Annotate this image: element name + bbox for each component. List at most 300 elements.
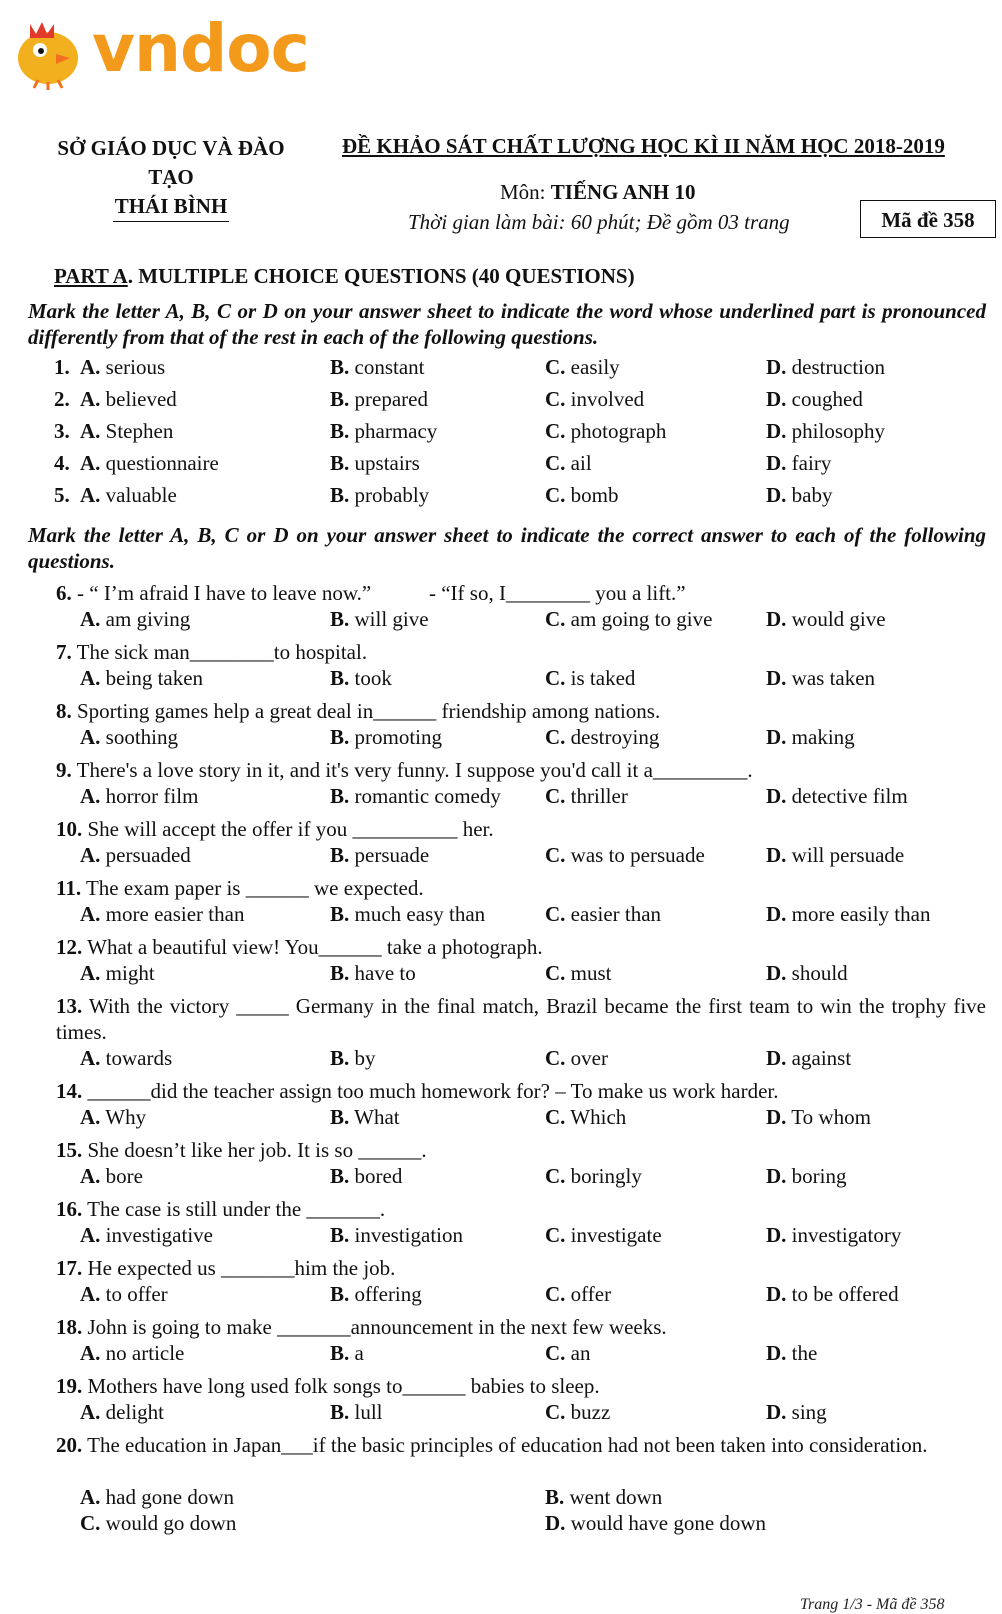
option-letter: C. — [545, 902, 566, 926]
answer-row — [0, 1399, 1002, 1425]
answer-option — [80, 1399, 164, 1425]
option-text: constant — [349, 355, 425, 379]
option-letter: B. — [330, 843, 350, 867]
answer-option — [766, 1222, 901, 1248]
answer-option — [545, 418, 666, 444]
option-text: am going to give — [565, 607, 713, 631]
answer-option — [80, 386, 177, 412]
answer-option — [80, 665, 203, 691]
question-number: 1. — [54, 355, 70, 379]
option-text: persuaded — [100, 843, 191, 867]
question-number: 12. — [56, 935, 83, 959]
option-letter: A. — [80, 483, 101, 507]
option-letter: B. — [330, 607, 350, 631]
option-text: thriller — [565, 784, 628, 808]
option-letter: A. — [80, 1223, 101, 1247]
answer-option — [545, 1222, 662, 1248]
answer-option — [545, 960, 612, 986]
exam-title: ĐỀ KHẢO SÁT CHẤT LƯỢNG HỌC KÌ II NĂM HỌC 2018-2019 — [342, 134, 945, 158]
answer-row — [0, 1510, 1002, 1536]
question-text: With the victory _____ Germany in the final match, Brazil became the first team to win the trophy five times. — [56, 994, 986, 1044]
option-text: must — [565, 961, 612, 985]
option-letter: B. — [330, 1164, 350, 1188]
answer-option — [330, 1340, 364, 1366]
question-stem — [56, 993, 986, 1045]
answer-option — [545, 1340, 591, 1366]
answer-option — [545, 482, 619, 508]
option-text: promoting — [349, 725, 443, 749]
answer-option — [80, 724, 178, 750]
answer-option — [766, 724, 855, 750]
answer-option — [330, 783, 501, 809]
answer-option — [80, 1163, 143, 1189]
question-row — [0, 418, 1002, 444]
question-stem — [56, 1255, 395, 1281]
answer-option — [330, 482, 429, 508]
answer-option — [80, 482, 177, 508]
option-text: would give — [786, 607, 886, 631]
option-letter: A. — [80, 1400, 101, 1424]
question-number: 17. — [56, 1256, 83, 1280]
question-number: 10. — [56, 817, 83, 841]
option-letter: D. — [766, 784, 787, 808]
question-number: 5. — [54, 483, 70, 507]
answer-option — [330, 1104, 400, 1130]
option-text: probably — [349, 483, 430, 507]
option-text: would go down — [100, 1511, 237, 1535]
question-stem — [56, 816, 494, 842]
option-text: philosophy — [786, 419, 886, 443]
option-letter: B. — [330, 483, 350, 507]
question-stem — [56, 1432, 986, 1458]
answer-row — [0, 665, 1002, 691]
option-text: What — [349, 1105, 400, 1129]
option-text: to offer — [100, 1282, 168, 1306]
option-letter: C. — [545, 451, 566, 475]
option-letter: A. — [80, 607, 101, 631]
option-letter: B. — [330, 725, 350, 749]
option-text: pharmacy — [349, 419, 438, 443]
answer-option — [545, 783, 628, 809]
answer-option — [766, 842, 904, 868]
option-letter: A. — [80, 387, 101, 411]
option-letter: B. — [330, 1341, 350, 1365]
part-a-prefix: PART A — [54, 264, 128, 288]
question-text: ______did the teacher assign too much homework for? – To make us work harder. — [82, 1079, 779, 1103]
option-letter: C. — [80, 1511, 101, 1535]
question-stem — [56, 1314, 667, 1340]
option-letter: B. — [330, 451, 350, 475]
option-text: investigative — [100, 1223, 213, 1247]
option-letter: B. — [545, 1485, 565, 1509]
answer-row — [0, 783, 1002, 809]
option-letter: B. — [330, 1400, 350, 1424]
option-letter: C. — [545, 1046, 566, 1070]
answer-option — [330, 606, 429, 632]
option-letter: D. — [766, 483, 787, 507]
option-letter: D. — [545, 1511, 566, 1535]
option-letter: C. — [545, 784, 566, 808]
option-text: fairy — [786, 451, 832, 475]
answer-option — [545, 606, 712, 632]
answer-option — [545, 842, 705, 868]
question-text: The exam paper is ______ we expected. — [81, 876, 424, 900]
option-text: investigate — [565, 1223, 662, 1247]
option-text: buzz — [565, 1400, 611, 1424]
option-text: romantic comedy — [349, 784, 501, 808]
option-letter: D. — [766, 387, 787, 411]
answer-option — [545, 1484, 662, 1510]
province-name: THÁI BÌNH — [113, 192, 230, 222]
option-text: to be offered — [786, 1282, 899, 1306]
option-letter: D. — [766, 1223, 787, 1247]
answer-option — [80, 354, 165, 380]
exam-code-box: Mã đề 358 — [860, 200, 996, 238]
vndoc-logo — [8, 6, 338, 90]
question-number: 3. — [54, 419, 70, 443]
answer-option — [80, 1104, 146, 1130]
answer-option — [545, 901, 661, 927]
question-number: 4. — [54, 451, 70, 475]
answer-option — [545, 1281, 611, 1307]
answer-option — [80, 842, 191, 868]
option-text: Which — [565, 1105, 627, 1129]
option-letter: A. — [80, 1485, 101, 1509]
answer-option — [545, 1045, 608, 1071]
option-text: believed — [100, 387, 177, 411]
question-row — [0, 450, 1002, 476]
option-text: easier than — [565, 902, 662, 926]
question-number: 7. — [56, 640, 72, 664]
answer-row — [0, 1281, 1002, 1307]
option-letter: D. — [766, 666, 787, 690]
option-text: more easily than — [786, 902, 931, 926]
option-text: baby — [786, 483, 833, 507]
option-text: destroying — [565, 725, 660, 749]
question-row — [0, 386, 1002, 412]
option-text: persuade — [349, 843, 430, 867]
answer-option — [330, 1045, 376, 1071]
option-text: had gone down — [100, 1485, 234, 1509]
option-text: bored — [349, 1164, 403, 1188]
option-letter: A. — [80, 419, 101, 443]
option-text: will give — [349, 607, 429, 631]
option-letter: C. — [545, 1164, 566, 1188]
answer-option — [766, 1163, 847, 1189]
option-text: questionnaire — [100, 451, 219, 475]
option-letter: B. — [330, 1223, 350, 1247]
option-text: To whom — [786, 1105, 871, 1129]
question-text: The case is still under the _______. — [82, 1197, 386, 1221]
option-text: went down — [564, 1485, 663, 1509]
page-footer: Trang 1/3 - Mã đề 358 — [800, 1596, 945, 1613]
answer-option — [330, 665, 392, 691]
answer-row — [0, 960, 1002, 986]
option-text: would have gone down — [565, 1511, 767, 1535]
option-letter: B. — [330, 387, 350, 411]
option-letter: D. — [766, 725, 787, 749]
answer-option — [766, 1340, 817, 1366]
option-letter: C. — [545, 483, 566, 507]
question-stem — [56, 639, 367, 665]
answer-option — [330, 1222, 463, 1248]
option-letter: D. — [766, 1105, 787, 1129]
option-letter: A. — [80, 1282, 101, 1306]
option-letter: B. — [330, 961, 350, 985]
option-text: was taken — [786, 666, 876, 690]
answer-option — [766, 1281, 899, 1307]
option-text: should — [786, 961, 848, 985]
answer-option — [766, 783, 908, 809]
department-name: SỞ GIÁO DỤC VÀ ĐÀO TẠO — [57, 136, 285, 189]
option-letter: C. — [545, 607, 566, 631]
option-text: no article — [100, 1341, 185, 1365]
option-text: offering — [349, 1282, 422, 1306]
option-letter: D. — [766, 451, 787, 475]
answer-option — [766, 386, 863, 412]
option-letter: B. — [330, 1046, 350, 1070]
answer-option — [545, 1104, 626, 1130]
option-letter: C. — [545, 1341, 566, 1365]
question-number: 2. — [54, 387, 70, 411]
option-text: photograph — [565, 419, 667, 443]
option-text: serious — [100, 355, 166, 379]
question-number: 14. — [56, 1079, 83, 1103]
answer-option — [330, 960, 416, 986]
question-number: 9. — [56, 758, 72, 782]
question-row — [0, 482, 1002, 508]
option-letter: C. — [545, 725, 566, 749]
answer-option — [80, 1222, 213, 1248]
question-number: 8. — [56, 699, 72, 723]
option-text: lull — [349, 1400, 383, 1424]
option-letter: D. — [766, 1400, 787, 1424]
answer-row — [0, 1045, 1002, 1071]
option-letter: D. — [766, 961, 787, 985]
question-number: 18. — [56, 1315, 83, 1339]
option-letter: D. — [766, 419, 787, 443]
option-text: upstairs — [349, 451, 420, 475]
option-letter: B. — [330, 1105, 350, 1129]
question-text: What a beautiful view! You______ take a photograph. — [82, 935, 543, 959]
option-text: prepared — [349, 387, 428, 411]
department-block — [36, 134, 306, 222]
answer-option — [766, 665, 875, 691]
option-letter: C. — [545, 666, 566, 690]
question-text: Sporting games help a great deal in______ friendship among nations. — [71, 699, 661, 723]
subject-name: TIẾNG ANH 10 — [550, 180, 696, 204]
question-stem — [56, 875, 424, 901]
answer-row — [0, 1340, 1002, 1366]
option-letter: A. — [80, 725, 101, 749]
option-text: am giving — [100, 607, 191, 631]
answer-option — [80, 606, 190, 632]
answer-option — [545, 665, 635, 691]
answer-row — [0, 606, 1002, 632]
question-text: She will accept the offer if you __________ her. — [82, 817, 494, 841]
option-letter: D. — [766, 1164, 787, 1188]
option-text: coughed — [786, 387, 863, 411]
answer-option — [330, 842, 429, 868]
question-text: - “ I’m afraid I have to leave now.” - “If so, I________ you a lift.” — [71, 581, 686, 605]
option-letter: C. — [545, 1400, 566, 1424]
option-letter: B. — [330, 902, 350, 926]
question-text: The sick man________to hospital. — [71, 640, 368, 664]
option-letter: B. — [330, 355, 350, 379]
option-text: detective film — [786, 784, 908, 808]
option-text: against — [786, 1046, 852, 1070]
answer-option — [80, 1281, 168, 1307]
answer-option — [330, 1281, 422, 1307]
option-letter: A. — [80, 355, 101, 379]
option-text: an — [565, 1341, 591, 1365]
option-text: was to persuade — [565, 843, 705, 867]
answer-option — [80, 1340, 184, 1366]
question-number: 11. — [56, 876, 82, 900]
answer-row — [0, 842, 1002, 868]
answer-row — [0, 1484, 1002, 1510]
option-text: ail — [565, 451, 592, 475]
option-text: a — [349, 1341, 364, 1365]
question-number: 20. — [56, 1433, 83, 1457]
option-text: more easier than — [100, 902, 245, 926]
option-letter: D. — [766, 902, 787, 926]
question-stem — [56, 1196, 385, 1222]
option-letter: A. — [80, 1105, 101, 1129]
answer-option — [330, 901, 485, 927]
answer-option — [80, 1045, 172, 1071]
option-text: Stephen — [100, 419, 174, 443]
subject-label: Môn: — [500, 180, 551, 204]
option-text: the — [786, 1341, 818, 1365]
option-text: might — [100, 961, 155, 985]
option-text: bore — [100, 1164, 143, 1188]
option-text: have to — [349, 961, 416, 985]
option-letter: A. — [80, 843, 101, 867]
option-letter: C. — [545, 387, 566, 411]
option-text: offer — [565, 1282, 612, 1306]
option-text: delight — [100, 1400, 164, 1424]
option-letter: A. — [80, 451, 101, 475]
instruction-pronunciation: Mark the letter A, B, C or D on your answer sheet to indicate the word whose underlined part is pronounced differently from that of the rest in each of the following questions. — [28, 299, 986, 349]
question-text: She doesn’t like her job. It is so ______. — [82, 1138, 427, 1162]
option-text: involved — [565, 387, 645, 411]
answer-option — [330, 724, 442, 750]
answer-option — [330, 354, 425, 380]
part-a-rest: . MULTIPLE CHOICE QUESTIONS (40 QUESTIONS) — [127, 264, 635, 288]
option-letter: B. — [330, 784, 350, 808]
answer-option — [766, 1104, 871, 1130]
option-letter: A. — [80, 902, 101, 926]
question-stem — [56, 1078, 778, 1104]
option-text: over — [565, 1046, 608, 1070]
option-text: is taked — [565, 666, 636, 690]
option-letter: D. — [766, 1046, 787, 1070]
answer-option — [766, 1045, 851, 1071]
answer-row — [0, 1163, 1002, 1189]
instruction-grammar: Mark the letter A, B, C or D on your answer sheet to indicate the correct answer to each of the following questions. — [28, 523, 986, 573]
answer-option — [545, 1510, 766, 1536]
answer-option — [766, 960, 848, 986]
option-text: horror film — [100, 784, 199, 808]
question-text: Mothers have long used folk songs to______ babies to sleep. — [82, 1374, 600, 1398]
answer-row — [0, 901, 1002, 927]
option-text: took — [349, 666, 392, 690]
question-stem — [56, 1137, 427, 1163]
option-letter: C. — [545, 961, 566, 985]
answer-option — [545, 1163, 642, 1189]
option-letter: C. — [545, 419, 566, 443]
option-letter: B. — [330, 419, 350, 443]
answer-option — [766, 354, 885, 380]
answer-option — [545, 1399, 610, 1425]
option-letter: C. — [545, 1223, 566, 1247]
question-text: John is going to make _______announcement in the next few weeks. — [82, 1315, 667, 1339]
answer-row — [0, 1104, 1002, 1130]
subject-line — [500, 180, 695, 205]
question-row — [0, 354, 1002, 380]
option-text: will persuade — [786, 843, 905, 867]
question-stem — [56, 1373, 600, 1399]
answer-option — [80, 450, 219, 476]
answer-option — [545, 386, 644, 412]
answer-option — [330, 450, 420, 476]
answer-option — [80, 960, 155, 986]
question-number: 15. — [56, 1138, 83, 1162]
answer-option — [330, 1399, 383, 1425]
answer-option — [330, 1163, 402, 1189]
option-text: sing — [786, 1400, 827, 1424]
option-letter: D. — [766, 1341, 787, 1365]
option-text: soothing — [100, 725, 179, 749]
question-text: He expected us _______him the job. — [82, 1256, 396, 1280]
option-letter: C. — [545, 1282, 566, 1306]
chicken-mascot-icon — [8, 6, 88, 90]
option-text: bomb — [565, 483, 619, 507]
answer-option — [766, 901, 930, 927]
question-stem — [56, 934, 543, 960]
question-number: 6. — [56, 581, 72, 605]
question-stem — [56, 580, 686, 606]
option-letter: A. — [80, 1341, 101, 1365]
option-letter: C. — [545, 355, 566, 379]
option-letter: D. — [766, 843, 787, 867]
answer-option — [766, 418, 885, 444]
question-stem — [56, 757, 753, 783]
question-text: The education in Japan___if the basic principles of education had not been taken into consideration. — [82, 1433, 928, 1457]
option-text: much easy than — [349, 902, 486, 926]
answer-option — [330, 418, 437, 444]
option-text: destruction — [786, 355, 885, 379]
question-stem — [56, 698, 660, 724]
answer-option — [330, 386, 428, 412]
option-text: easily — [565, 355, 620, 379]
time-info: Thời gian làm bài: 60 phút; Đề gồm 03 trang — [408, 210, 790, 234]
option-letter: A. — [80, 1164, 101, 1188]
answer-option — [545, 724, 659, 750]
option-text: towards — [100, 1046, 173, 1070]
option-text: by — [349, 1046, 376, 1070]
option-letter: C. — [545, 843, 566, 867]
logo-text: vndoc — [92, 10, 309, 87]
answer-option — [80, 418, 173, 444]
answer-option — [80, 783, 198, 809]
option-text: being taken — [100, 666, 204, 690]
option-text: investigation — [349, 1223, 464, 1247]
answer-option — [766, 1399, 827, 1425]
answer-option — [766, 450, 831, 476]
option-letter: A. — [80, 961, 101, 985]
